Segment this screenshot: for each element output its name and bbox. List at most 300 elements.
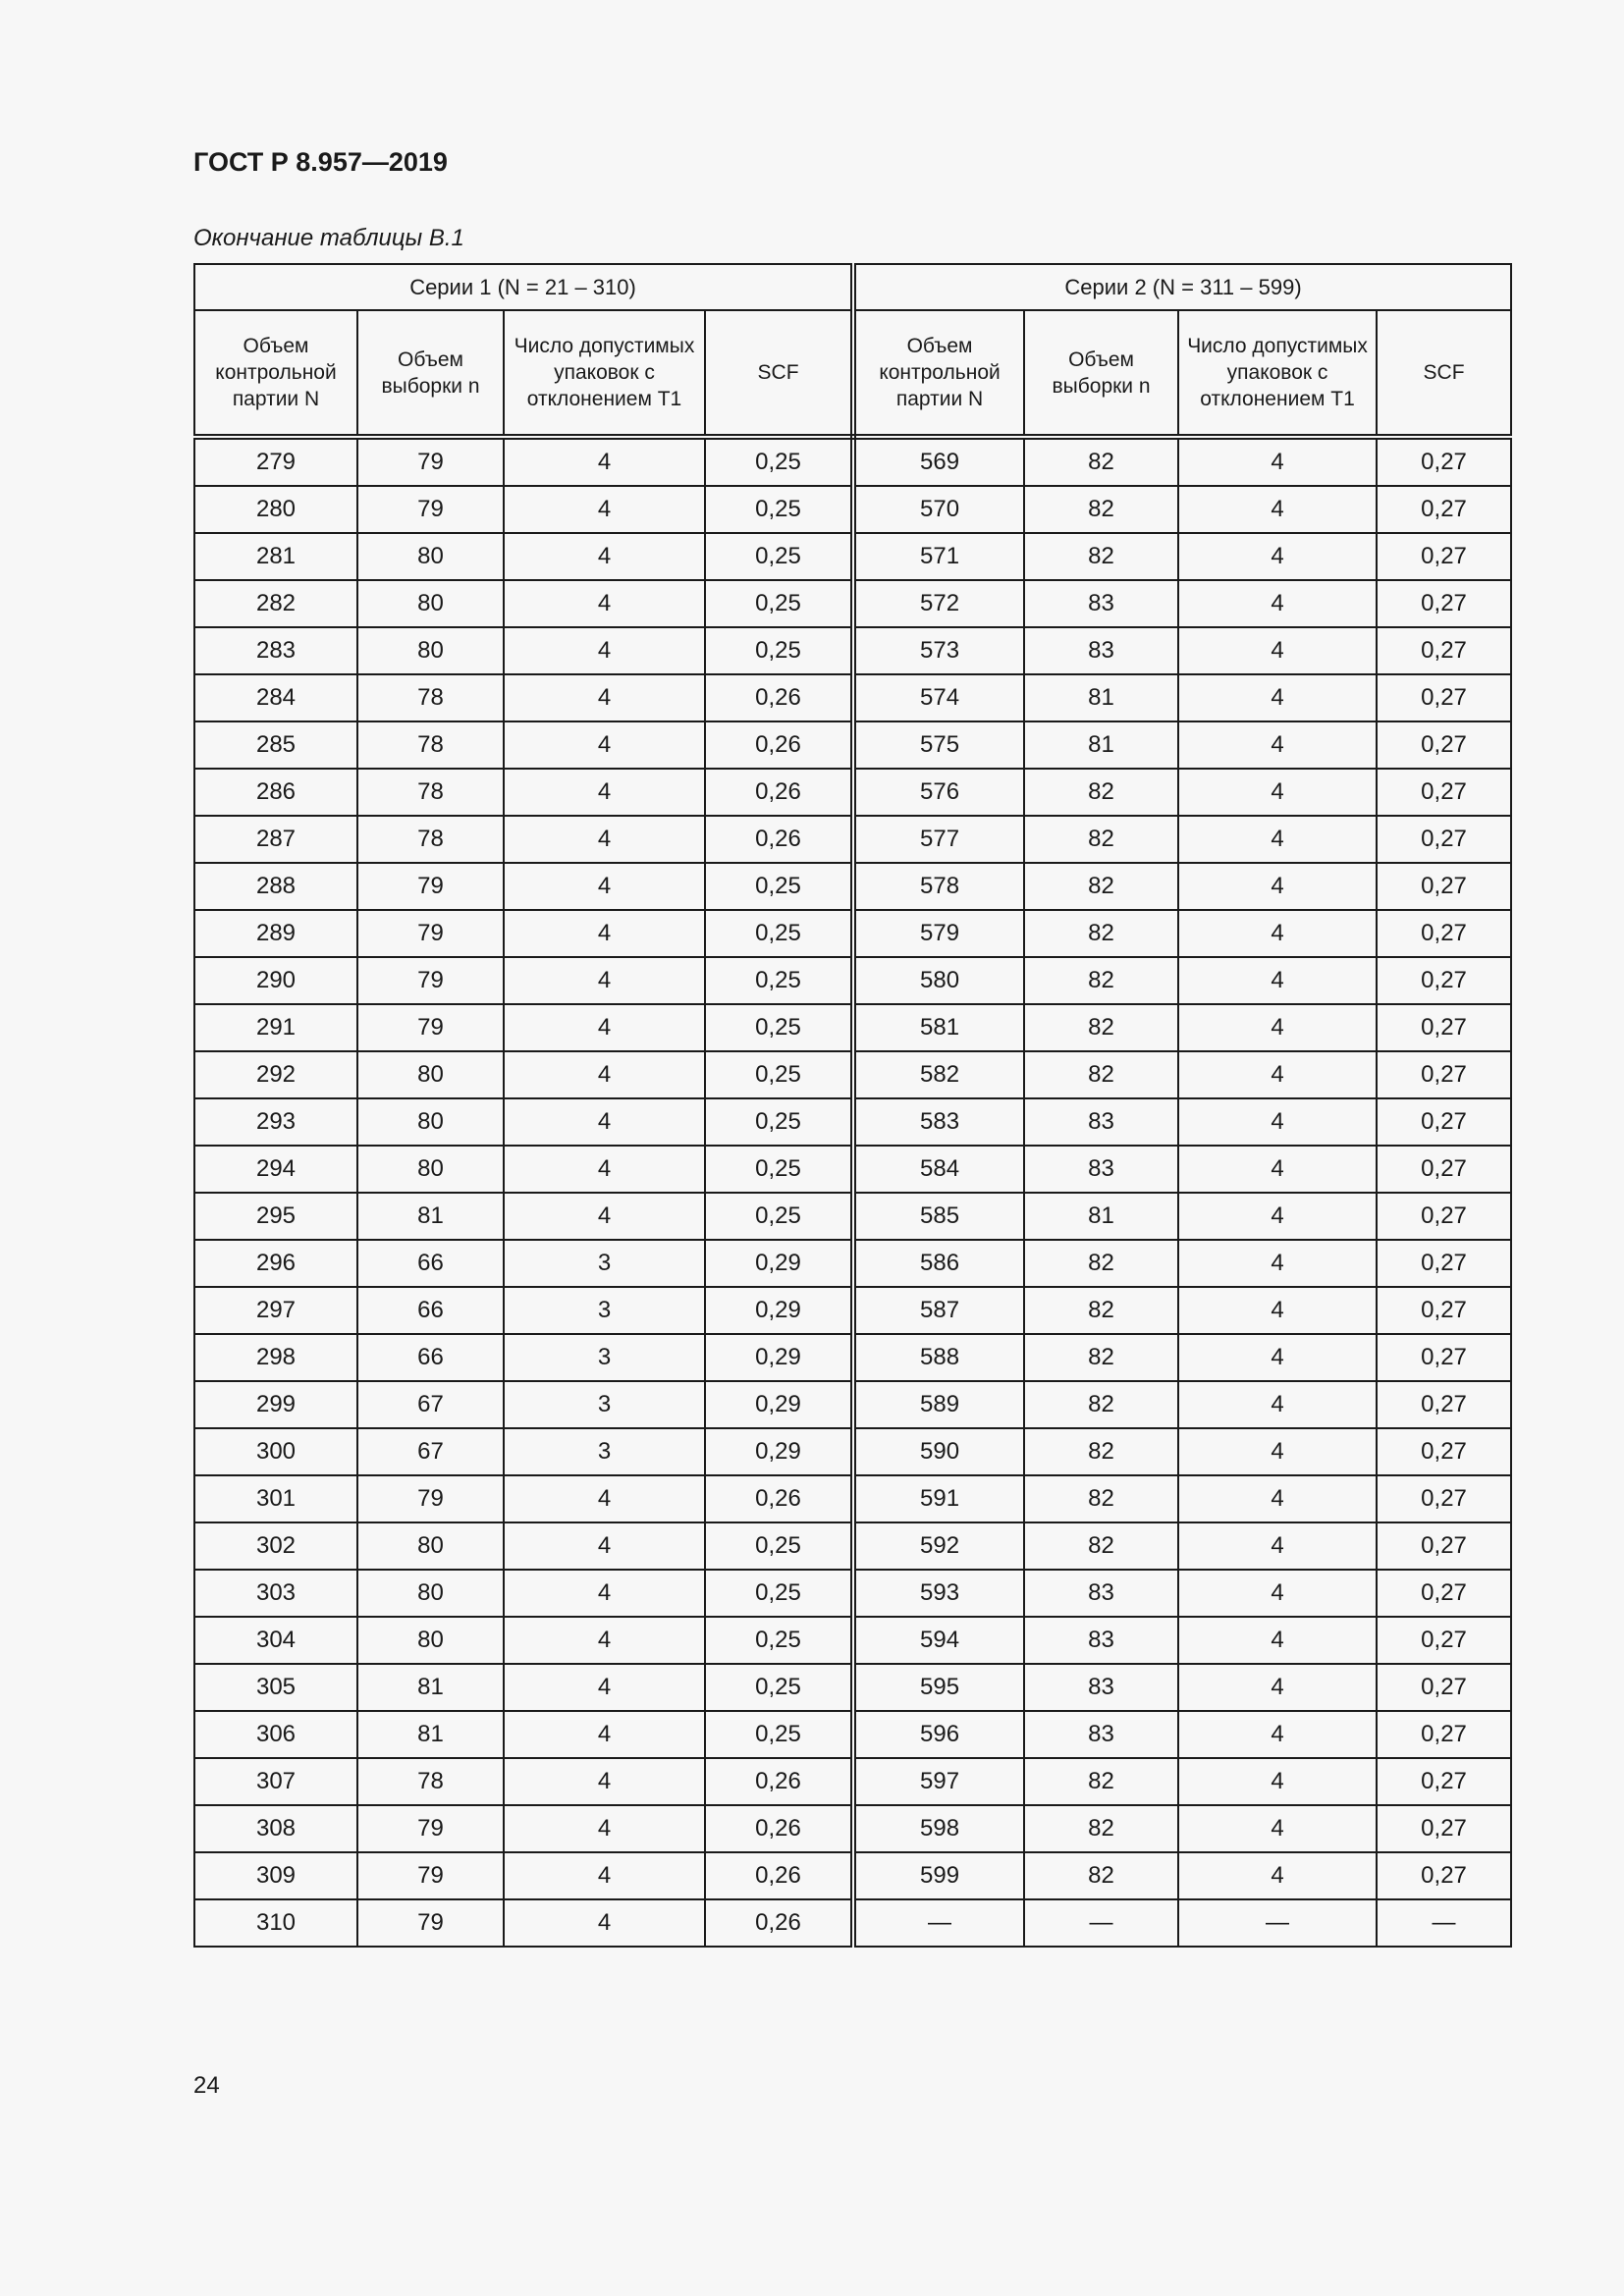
cell-series-2-allowed-packages: 4: [1178, 1664, 1377, 1711]
table-row: [194, 1098, 1511, 1146]
cell-series-1-lot-size: 308: [194, 1805, 357, 1852]
col-header-scf: SCF: [1377, 310, 1511, 437]
cell-series-2-scf: 0,27: [1377, 1711, 1511, 1758]
cell-series-1-sample-size: 80: [357, 627, 504, 674]
col-header-sample-size: Объем выборки n: [357, 310, 504, 437]
cell-series-2-sample-size: 82: [1024, 910, 1178, 957]
cell-series-2-sample-size: 83: [1024, 627, 1178, 674]
cell-series-1-sample-size: 79: [357, 910, 504, 957]
cell-series-2-sample-size: 82: [1024, 769, 1178, 816]
cell-series-1-lot-size: 303: [194, 1570, 357, 1617]
cell-series-1-scf: 0,25: [705, 1522, 853, 1570]
cell-series-2-allowed-packages: 4: [1178, 910, 1377, 957]
cell-series-2-sample-size: 82: [1024, 1428, 1178, 1475]
cell-series-1-allowed-packages: 4: [504, 957, 705, 1004]
cell-series-2-allowed-packages: 4: [1178, 1193, 1377, 1240]
cell-series-1-scf: 0,25: [705, 486, 853, 533]
cell-series-2-lot-size: 589: [853, 1381, 1024, 1428]
col-header-lot-size: Объем контрольной партии N: [853, 310, 1024, 437]
cell-series-1-scf: 0,25: [705, 533, 853, 580]
cell-series-1-lot-size: 292: [194, 1051, 357, 1098]
cell-series-2-sample-size: —: [1024, 1899, 1178, 1947]
col-header-sample-size: Объем выборки n: [1024, 310, 1178, 437]
table-row: [194, 1334, 1511, 1381]
cell-series-2-allowed-packages: 4: [1178, 1381, 1377, 1428]
cell-series-1-sample-size: 79: [357, 437, 504, 486]
cell-series-1-lot-size: 289: [194, 910, 357, 957]
cell-series-1-allowed-packages: 4: [504, 863, 705, 910]
table-caption: Окончание таблицы В.1: [193, 225, 464, 251]
cell-series-2-scf: 0,27: [1377, 1051, 1511, 1098]
data-table: [193, 263, 1512, 1948]
cell-series-1-sample-size: 80: [357, 580, 504, 627]
cell-series-2-scf: 0,27: [1377, 863, 1511, 910]
cell-series-1-allowed-packages: 4: [504, 1098, 705, 1146]
cell-series-2-allowed-packages: 4: [1178, 674, 1377, 721]
cell-series-2-scf: 0,27: [1377, 1098, 1511, 1146]
cell-series-1-sample-size: 79: [357, 863, 504, 910]
cell-series-1-scf: 0,26: [705, 1899, 853, 1947]
cell-series-1-allowed-packages: 4: [504, 1146, 705, 1193]
cell-series-2-sample-size: 82: [1024, 1805, 1178, 1852]
cell-series-2-lot-size: 598: [853, 1805, 1024, 1852]
cell-series-2-sample-size: 82: [1024, 957, 1178, 1004]
cell-series-2-scf: 0,27: [1377, 627, 1511, 674]
cell-series-2-lot-size: 575: [853, 721, 1024, 769]
cell-series-1-lot-size: 294: [194, 1146, 357, 1193]
cell-series-2-allowed-packages: 4: [1178, 1004, 1377, 1051]
cell-series-1-allowed-packages: 3: [504, 1334, 705, 1381]
cell-series-1-scf: 0,29: [705, 1381, 853, 1428]
cell-series-1-allowed-packages: 4: [504, 533, 705, 580]
cell-series-2-sample-size: 83: [1024, 1711, 1178, 1758]
cell-series-1-lot-size: 295: [194, 1193, 357, 1240]
cell-series-1-scf: 0,25: [705, 437, 853, 486]
cell-series-2-allowed-packages: 4: [1178, 1051, 1377, 1098]
cell-series-2-scf: 0,27: [1377, 769, 1511, 816]
cell-series-1-scf: 0,25: [705, 1617, 853, 1664]
cell-series-1-allowed-packages: 4: [504, 1664, 705, 1711]
table-row: [194, 1428, 1511, 1475]
cell-series-2-sample-size: 82: [1024, 1522, 1178, 1570]
cell-series-1-allowed-packages: 3: [504, 1381, 705, 1428]
cell-series-1-scf: 0,25: [705, 580, 853, 627]
cell-series-2-scf: 0,27: [1377, 1664, 1511, 1711]
table-row: [194, 910, 1511, 957]
cell-series-1-allowed-packages: 4: [504, 1805, 705, 1852]
cell-series-1-sample-size: 80: [357, 1051, 504, 1098]
cell-series-2-scf: 0,27: [1377, 1287, 1511, 1334]
col-header-lot-size: Объем контрольной партии N: [194, 310, 357, 437]
cell-series-1-allowed-packages: 4: [504, 1758, 705, 1805]
cell-series-2-allowed-packages: 4: [1178, 1146, 1377, 1193]
cell-series-2-scf: 0,27: [1377, 533, 1511, 580]
cell-series-2-allowed-packages: 4: [1178, 533, 1377, 580]
cell-series-1-allowed-packages: 4: [504, 816, 705, 863]
cell-series-2-scf: 0,27: [1377, 1240, 1511, 1287]
cell-series-1-lot-size: 288: [194, 863, 357, 910]
cell-series-2-scf: 0,27: [1377, 1193, 1511, 1240]
cell-series-1-scf: 0,25: [705, 1570, 853, 1617]
cell-series-2-lot-size: 594: [853, 1617, 1024, 1664]
cell-series-1-scf: 0,25: [705, 1004, 853, 1051]
table-row: [194, 1805, 1511, 1852]
cell-series-1-scf: 0,25: [705, 1664, 853, 1711]
cell-series-2-allowed-packages: 4: [1178, 580, 1377, 627]
cell-series-1-lot-size: 286: [194, 769, 357, 816]
cell-series-1-sample-size: 79: [357, 1899, 504, 1947]
cell-series-1-allowed-packages: 4: [504, 1711, 705, 1758]
cell-series-2-allowed-packages: 4: [1178, 1711, 1377, 1758]
cell-series-2-scf: 0,27: [1377, 1617, 1511, 1664]
cell-series-1-scf: 0,26: [705, 1758, 853, 1805]
cell-series-1-scf: 0,25: [705, 1146, 853, 1193]
cell-series-1-allowed-packages: 4: [504, 721, 705, 769]
cell-series-1-scf: 0,25: [705, 1193, 853, 1240]
page-number: 24: [193, 2072, 220, 2099]
cell-series-2-scf: 0,27: [1377, 910, 1511, 957]
table-row: [194, 1852, 1511, 1899]
cell-series-1-sample-size: 78: [357, 769, 504, 816]
table-row: [194, 721, 1511, 769]
cell-series-1-sample-size: 66: [357, 1334, 504, 1381]
cell-series-2-scf: 0,27: [1377, 816, 1511, 863]
cell-series-2-sample-size: 82: [1024, 1240, 1178, 1287]
cell-series-1-sample-size: 79: [357, 957, 504, 1004]
cell-series-2-scf: 0,27: [1377, 437, 1511, 486]
cell-series-2-lot-size: 580: [853, 957, 1024, 1004]
cell-series-2-sample-size: 82: [1024, 816, 1178, 863]
table-body: [194, 437, 1511, 1947]
cell-series-1-sample-size: 81: [357, 1664, 504, 1711]
cell-series-1-sample-size: 80: [357, 1146, 504, 1193]
cell-series-2-lot-size: 596: [853, 1711, 1024, 1758]
cell-series-2-lot-size: 571: [853, 533, 1024, 580]
table-row: [194, 1287, 1511, 1334]
cell-series-1-sample-size: 80: [357, 1522, 504, 1570]
cell-series-2-lot-size: 599: [853, 1852, 1024, 1899]
cell-series-1-sample-size: 78: [357, 674, 504, 721]
cell-series-2-lot-size: 579: [853, 910, 1024, 957]
cell-series-1-allowed-packages: 4: [504, 1004, 705, 1051]
cell-series-2-allowed-packages: 4: [1178, 1805, 1377, 1852]
cell-series-2-lot-size: 569: [853, 437, 1024, 486]
cell-series-2-lot-size: 590: [853, 1428, 1024, 1475]
col-header-allowed-packages: Число допустимых упаковок с отклонением T1: [1178, 310, 1377, 437]
table-row: [194, 863, 1511, 910]
cell-series-2-lot-size: 585: [853, 1193, 1024, 1240]
cell-series-2-sample-size: 83: [1024, 1146, 1178, 1193]
cell-series-1-lot-size: 293: [194, 1098, 357, 1146]
cell-series-1-allowed-packages: 3: [504, 1428, 705, 1475]
table-row: [194, 769, 1511, 816]
cell-series-2-lot-size: 577: [853, 816, 1024, 863]
cell-series-2-sample-size: 82: [1024, 1381, 1178, 1428]
table-row: [194, 580, 1511, 627]
cell-series-2-scf: 0,27: [1377, 580, 1511, 627]
cell-series-1-sample-size: 67: [357, 1381, 504, 1428]
cell-series-1-lot-size: 297: [194, 1287, 357, 1334]
cell-series-2-allowed-packages: 4: [1178, 1475, 1377, 1522]
cell-series-2-lot-size: 572: [853, 580, 1024, 627]
cell-series-1-allowed-packages: 4: [504, 910, 705, 957]
cell-series-2-sample-size: 81: [1024, 1193, 1178, 1240]
cell-series-2-sample-size: 82: [1024, 486, 1178, 533]
series-1-header: Серии 1 (N = 21 – 310): [194, 264, 853, 310]
cell-series-2-allowed-packages: 4: [1178, 1287, 1377, 1334]
cell-series-2-lot-size: 597: [853, 1758, 1024, 1805]
cell-series-2-sample-size: 82: [1024, 1051, 1178, 1098]
cell-series-2-sample-size: 82: [1024, 437, 1178, 486]
table-row: [194, 1004, 1511, 1051]
cell-series-2-lot-size: 587: [853, 1287, 1024, 1334]
table-row: [194, 1381, 1511, 1428]
table-row: [194, 1664, 1511, 1711]
cell-series-1-sample-size: 66: [357, 1240, 504, 1287]
table-row: [194, 957, 1511, 1004]
cell-series-2-scf: 0,27: [1377, 1805, 1511, 1852]
cell-series-1-scf: 0,25: [705, 1051, 853, 1098]
cell-series-1-scf: 0,26: [705, 674, 853, 721]
cell-series-2-allowed-packages: 4: [1178, 1617, 1377, 1664]
cell-series-2-allowed-packages: 4: [1178, 1758, 1377, 1805]
cell-series-1-lot-size: 296: [194, 1240, 357, 1287]
cell-series-2-allowed-packages: 4: [1178, 1852, 1377, 1899]
cell-series-1-scf: 0,25: [705, 910, 853, 957]
cell-series-1-sample-size: 79: [357, 1852, 504, 1899]
cell-series-2-sample-size: 82: [1024, 1334, 1178, 1381]
cell-series-2-lot-size: 573: [853, 627, 1024, 674]
cell-series-1-scf: 0,29: [705, 1428, 853, 1475]
cell-series-1-lot-size: 300: [194, 1428, 357, 1475]
cell-series-2-scf: 0,27: [1377, 721, 1511, 769]
cell-series-2-lot-size: 584: [853, 1146, 1024, 1193]
cell-series-2-allowed-packages: 4: [1178, 1522, 1377, 1570]
cell-series-2-lot-size: 578: [853, 863, 1024, 910]
cell-series-1-sample-size: 80: [357, 1617, 504, 1664]
cell-series-1-allowed-packages: 4: [504, 1617, 705, 1664]
cell-series-2-sample-size: 83: [1024, 1617, 1178, 1664]
cell-series-1-scf: 0,25: [705, 863, 853, 910]
cell-series-1-lot-size: 280: [194, 486, 357, 533]
cell-series-1-lot-size: 307: [194, 1758, 357, 1805]
cell-series-2-lot-size: 595: [853, 1664, 1024, 1711]
col-header-allowed-packages: Число допустимых упаковок с отклонением T1: [504, 310, 705, 437]
cell-series-2-scf: 0,27: [1377, 674, 1511, 721]
cell-series-1-sample-size: 79: [357, 1805, 504, 1852]
table-row: [194, 1758, 1511, 1805]
cell-series-2-sample-size: 82: [1024, 1758, 1178, 1805]
cell-series-2-lot-size: 586: [853, 1240, 1024, 1287]
cell-series-2-allowed-packages: 4: [1178, 721, 1377, 769]
cell-series-1-scf: 0,25: [705, 627, 853, 674]
table-row: [194, 437, 1511, 486]
cell-series-1-allowed-packages: 4: [504, 627, 705, 674]
cell-series-1-sample-size: 78: [357, 1758, 504, 1805]
cell-series-1-sample-size: 81: [357, 1193, 504, 1240]
cell-series-1-lot-size: 302: [194, 1522, 357, 1570]
cell-series-1-lot-size: 287: [194, 816, 357, 863]
cell-series-2-lot-size: 592: [853, 1522, 1024, 1570]
table-row: [194, 627, 1511, 674]
cell-series-2-sample-size: 81: [1024, 721, 1178, 769]
cell-series-1-scf: 0,25: [705, 1098, 853, 1146]
cell-series-1-sample-size: 78: [357, 721, 504, 769]
table-row: [194, 1051, 1511, 1098]
cell-series-1-allowed-packages: 4: [504, 1051, 705, 1098]
cell-series-1-allowed-packages: 4: [504, 580, 705, 627]
cell-series-1-allowed-packages: 4: [504, 1899, 705, 1947]
cell-series-2-lot-size: 576: [853, 769, 1024, 816]
cell-series-2-allowed-packages: 4: [1178, 863, 1377, 910]
cell-series-1-sample-size: 78: [357, 816, 504, 863]
cell-series-2-allowed-packages: 4: [1178, 1240, 1377, 1287]
cell-series-1-sample-size: 80: [357, 1098, 504, 1146]
cell-series-1-allowed-packages: 4: [504, 486, 705, 533]
table-row: [194, 1617, 1511, 1664]
cell-series-1-sample-size: 79: [357, 1004, 504, 1051]
cell-series-2-lot-size: 574: [853, 674, 1024, 721]
cell-series-1-allowed-packages: 3: [504, 1240, 705, 1287]
table-row: [194, 1146, 1511, 1193]
cell-series-2-allowed-packages: 4: [1178, 1098, 1377, 1146]
cell-series-1-allowed-packages: 4: [504, 1852, 705, 1899]
cell-series-2-scf: 0,27: [1377, 1475, 1511, 1522]
cell-series-2-scf: 0,27: [1377, 1758, 1511, 1805]
cell-series-1-lot-size: 304: [194, 1617, 357, 1664]
cell-series-2-lot-size: 582: [853, 1051, 1024, 1098]
cell-series-2-scf: 0,27: [1377, 1570, 1511, 1617]
cell-series-2-lot-size: 581: [853, 1004, 1024, 1051]
cell-series-1-lot-size: 279: [194, 437, 357, 486]
cell-series-2-allowed-packages: 4: [1178, 769, 1377, 816]
cell-series-2-scf: 0,27: [1377, 1428, 1511, 1475]
cell-series-2-allowed-packages: 4: [1178, 957, 1377, 1004]
cell-series-1-scf: 0,26: [705, 816, 853, 863]
table-row: [194, 1899, 1511, 1947]
cell-series-2-allowed-packages: 4: [1178, 1428, 1377, 1475]
table-row: [194, 674, 1511, 721]
cell-series-2-scf: 0,27: [1377, 1381, 1511, 1428]
cell-series-2-scf: 0,27: [1377, 1522, 1511, 1570]
cell-series-1-lot-size: 290: [194, 957, 357, 1004]
cell-series-2-sample-size: 83: [1024, 1570, 1178, 1617]
cell-series-1-sample-size: 79: [357, 486, 504, 533]
cell-series-1-allowed-packages: 4: [504, 674, 705, 721]
col-header-scf: SCF: [705, 310, 853, 437]
cell-series-2-allowed-packages: 4: [1178, 486, 1377, 533]
cell-series-1-scf: 0,26: [705, 1475, 853, 1522]
cell-series-1-allowed-packages: 4: [504, 769, 705, 816]
table-row: [194, 1711, 1511, 1758]
cell-series-2-allowed-packages: 4: [1178, 1334, 1377, 1381]
cell-series-2-lot-size: 593: [853, 1570, 1024, 1617]
cell-series-1-sample-size: 80: [357, 533, 504, 580]
cell-series-1-allowed-packages: 3: [504, 1287, 705, 1334]
cell-series-2-lot-size: 583: [853, 1098, 1024, 1146]
cell-series-1-sample-size: 66: [357, 1287, 504, 1334]
cell-series-1-lot-size: 285: [194, 721, 357, 769]
cell-series-1-allowed-packages: 4: [504, 1193, 705, 1240]
document-code: ГОСТ Р 8.957—2019: [193, 147, 448, 177]
cell-series-1-allowed-packages: 4: [504, 1475, 705, 1522]
cell-series-1-lot-size: 305: [194, 1664, 357, 1711]
cell-series-2-sample-size: 83: [1024, 1664, 1178, 1711]
cell-series-2-sample-size: 82: [1024, 533, 1178, 580]
cell-series-1-scf: 0,29: [705, 1334, 853, 1381]
cell-series-2-scf: 0,27: [1377, 957, 1511, 1004]
cell-series-1-scf: 0,26: [705, 1805, 853, 1852]
table-row: [194, 1475, 1511, 1522]
cell-series-2-allowed-packages: 4: [1178, 627, 1377, 674]
cell-series-1-sample-size: 81: [357, 1711, 504, 1758]
table-row: [194, 1240, 1511, 1287]
cell-series-1-lot-size: 291: [194, 1004, 357, 1051]
series-2-header: Серии 2 (N = 311 – 599): [853, 264, 1511, 310]
table-row: [194, 486, 1511, 533]
cell-series-2-scf: 0,27: [1377, 1004, 1511, 1051]
table-row: [194, 533, 1511, 580]
cell-series-1-scf: 0,25: [705, 1711, 853, 1758]
cell-series-2-allowed-packages: 4: [1178, 816, 1377, 863]
cell-series-2-sample-size: 82: [1024, 863, 1178, 910]
cell-series-1-lot-size: 309: [194, 1852, 357, 1899]
cell-series-2-sample-size: 82: [1024, 1287, 1178, 1334]
cell-series-2-lot-size: 570: [853, 486, 1024, 533]
cell-series-1-lot-size: 299: [194, 1381, 357, 1428]
cell-series-1-scf: 0,29: [705, 1240, 853, 1287]
cell-series-1-lot-size: 281: [194, 533, 357, 580]
cell-series-1-allowed-packages: 4: [504, 437, 705, 486]
cell-series-2-lot-size: 588: [853, 1334, 1024, 1381]
cell-series-2-sample-size: 82: [1024, 1475, 1178, 1522]
cell-series-2-scf: 0,27: [1377, 1334, 1511, 1381]
cell-series-1-scf: 0,26: [705, 769, 853, 816]
cell-series-2-lot-size: —: [853, 1899, 1024, 1947]
cell-series-2-allowed-packages: 4: [1178, 437, 1377, 486]
cell-series-1-lot-size: 306: [194, 1711, 357, 1758]
cell-series-1-lot-size: 283: [194, 627, 357, 674]
cell-series-1-scf: 0,26: [705, 1852, 853, 1899]
cell-series-1-lot-size: 284: [194, 674, 357, 721]
table-row: [194, 1193, 1511, 1240]
cell-series-1-lot-size: 301: [194, 1475, 357, 1522]
cell-series-2-sample-size: 82: [1024, 1004, 1178, 1051]
cell-series-2-allowed-packages: 4: [1178, 1570, 1377, 1617]
cell-series-1-scf: 0,25: [705, 957, 853, 1004]
table-row: [194, 1570, 1511, 1617]
cell-series-1-sample-size: 80: [357, 1570, 504, 1617]
cell-series-1-lot-size: 310: [194, 1899, 357, 1947]
cell-series-1-scf: 0,29: [705, 1287, 853, 1334]
table-row: [194, 816, 1511, 863]
cell-series-1-allowed-packages: 4: [504, 1570, 705, 1617]
cell-series-1-sample-size: 79: [357, 1475, 504, 1522]
cell-series-2-allowed-packages: —: [1178, 1899, 1377, 1947]
cell-series-2-sample-size: 81: [1024, 674, 1178, 721]
cell-series-1-scf: 0,26: [705, 721, 853, 769]
table-row: [194, 1522, 1511, 1570]
cell-series-1-allowed-packages: 4: [504, 1522, 705, 1570]
cell-series-1-sample-size: 67: [357, 1428, 504, 1475]
cell-series-1-lot-size: 298: [194, 1334, 357, 1381]
cell-series-1-lot-size: 282: [194, 580, 357, 627]
cell-series-2-sample-size: 82: [1024, 1852, 1178, 1899]
cell-series-2-sample-size: 83: [1024, 580, 1178, 627]
cell-series-2-scf: 0,27: [1377, 486, 1511, 533]
cell-series-2-scf: —: [1377, 1899, 1511, 1947]
cell-series-2-lot-size: 591: [853, 1475, 1024, 1522]
